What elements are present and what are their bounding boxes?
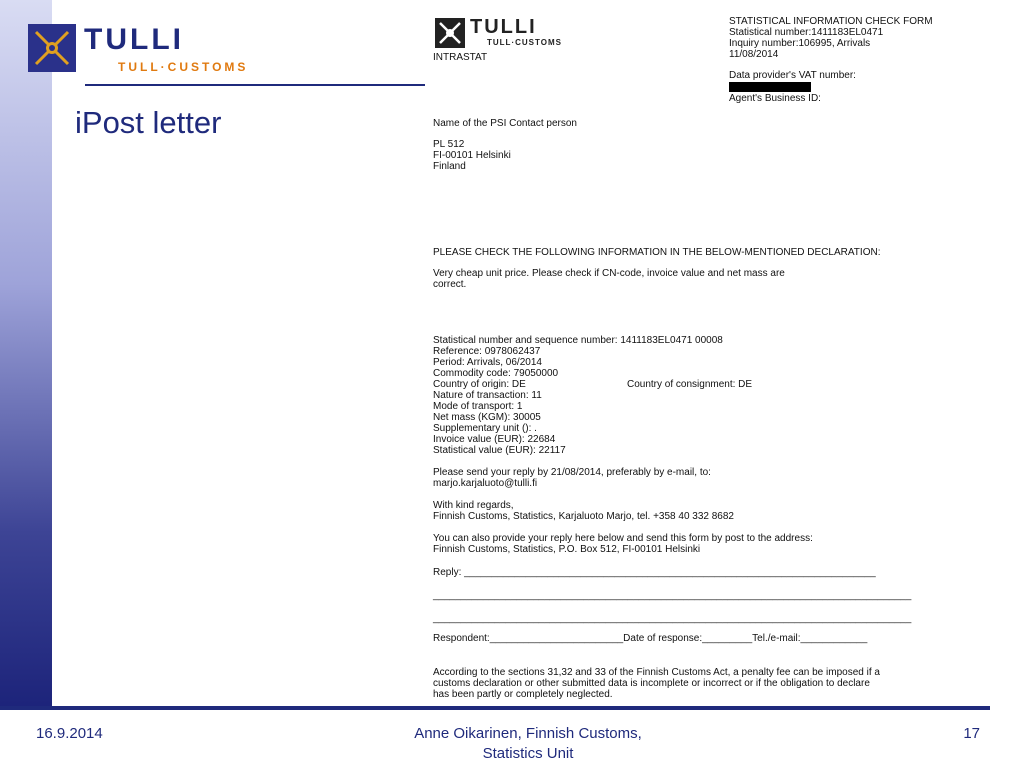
footer-divider [0, 706, 990, 710]
detail-line: Net mass (KGM): 30005 [433, 412, 541, 423]
detail-line: Period: Arrivals, 06/2014 [433, 357, 542, 368]
detail-line: Nature of transaction: 11 [433, 390, 542, 401]
regards-line: With kind regards, [433, 500, 514, 511]
form-date: 11/08/2014 [729, 49, 779, 60]
detail-line: Supplementary unit (): . [433, 423, 537, 434]
regards-line: Finnish Customs, Statistics, Karjaluoto Marjo, tel. +358 40 332 8682 [433, 511, 734, 522]
penalty-notice: has been partly or completely neglected. [433, 689, 613, 700]
footer-date: 16.9.2014 [36, 725, 103, 742]
check-message: correct. [433, 279, 467, 290]
form-title: STATISTICAL INFORMATION CHECK FORM [729, 16, 933, 27]
address-line: Finland [433, 161, 466, 172]
address-line: FI-00101 Helsinki [433, 150, 511, 161]
tulli-emblem-icon [28, 24, 76, 72]
post-option-line: You can also provide your reply here below and send this form by post to the address: [433, 533, 813, 544]
statistical-number: Statistical number:1411183EL0471 [729, 27, 884, 38]
detail-line: Reference: 0978062437 [433, 346, 541, 357]
detail-line: Statistical number and sequence number: 1411183EL0471 00008 [433, 335, 723, 346]
inquiry-number: Inquiry number:106995, Arrivals [729, 38, 871, 49]
respondent-field: Respondent:________________________Date of response:_________Tel./e-mail:____________ [433, 633, 868, 644]
detail-line: Statistical value (EUR): 22117 [433, 445, 566, 456]
header-divider-left [85, 84, 425, 86]
document-logo-subtitle: TULL·CUSTOMS [487, 38, 562, 47]
redacted-vat-number [729, 82, 811, 92]
detail-line: Country of origin: DE [433, 379, 526, 390]
footer-unit: Statistics Unit [482, 745, 574, 762]
agent-business-id-label: Agent's Business ID: [729, 93, 821, 104]
check-message: Very cheap unit price. Please check if CN-code, invoice value and net mass are [433, 268, 785, 279]
reply-email: marjo.karjaluoto@tulli.fi [433, 478, 538, 489]
tulli-logo-text: TULLI [84, 23, 184, 56]
detail-line: Invoice value (EUR): 22684 [433, 434, 556, 445]
letter-document [425, 8, 995, 706]
detail-line: Mode of transport: 1 [433, 401, 523, 412]
address-line: PL 512 [433, 139, 465, 150]
contact-person: Name of the PSI Contact person [433, 118, 577, 129]
check-instruction: PLEASE CHECK THE FOLLOWING INFORMATION IN THE BELOW-MENTIONED DECLARATION: [433, 247, 881, 258]
tull-customs-subtitle: TULL·CUSTOMS [118, 60, 249, 74]
side-gradient-bar [0, 0, 52, 710]
reply-blank-line: ______________________________________________________________________________________ [433, 590, 912, 601]
page-number: 17 [963, 725, 980, 742]
penalty-notice: According to the sections 31,32 and 33 of the Finnish Customs Act, a penalty fee can be imposed if a [433, 667, 880, 678]
post-option-line: Finnish Customs, Statistics, P.O. Box 512, FI-00101 Helsinki [433, 544, 701, 555]
detail-line: Commodity code: 79050000 [433, 368, 559, 379]
penalty-notice: customs declaration or other submitted data is incomplete or incorrect or if the obligation to declare [433, 678, 870, 689]
slide-title: iPost letter [75, 105, 222, 140]
country-of-consignment: Country of consignment: DE [627, 379, 753, 390]
reply-request: Please send your reply by 21/08/2014, preferably by e-mail, to: [433, 467, 711, 478]
document-logo-text: TULLI [470, 16, 537, 38]
reply-blank-line: ______________________________________________________________________________________ [433, 613, 912, 624]
form-type: INTRASTAT [433, 52, 488, 63]
footer-author: Anne Oikarinen, Finnish Customs, [414, 725, 642, 742]
vat-number-label: Data provider's VAT number: [729, 70, 856, 81]
reply-field: Reply: __________________________________________________________________________ [433, 567, 876, 578]
tulli-document-emblem-icon [435, 18, 465, 48]
